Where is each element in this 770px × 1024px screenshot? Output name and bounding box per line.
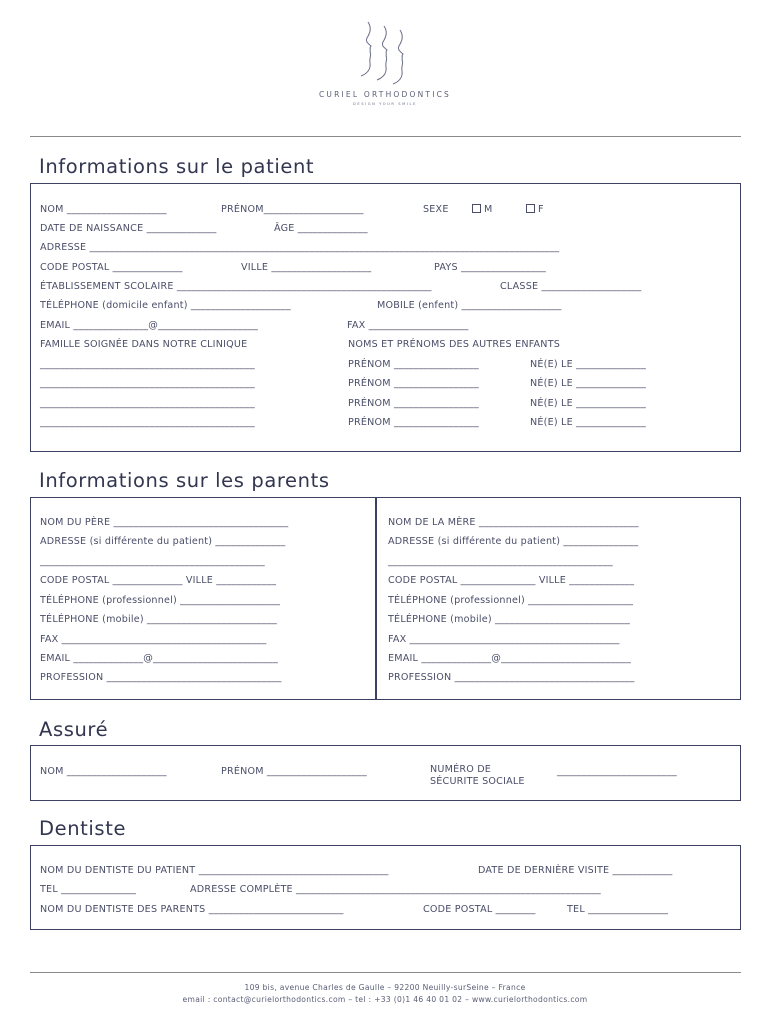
assure-nom-field[interactable]: NOM ____________________ [40,766,167,777]
child-prenom-4[interactable]: PRÉNOM _________________ [348,417,479,428]
mother-address-line2[interactable]: _____________________________________________ [388,556,613,567]
father-address-field[interactable]: ADRESSE (si différente du patient) ______________ [40,536,286,547]
mother-work-phone-field[interactable]: TÉLÉPHONE (professionnel) _____________________ [388,595,634,606]
patient-school-field[interactable]: ÉTABLISSEMENT SCOLAIRE ___________________________________________________ [40,281,432,292]
patient-country-field[interactable]: PAYS _________________ [434,262,546,273]
father-postcode-city-field[interactable]: CODE POSTAL ______________ VILLE ____________ [40,575,277,586]
father-profession-field[interactable]: PROFESSION ___________________________________ [40,672,282,683]
sexe-m-label: M [484,204,493,215]
patient-mobile-field[interactable]: MOBILE (enfent) ____________________ [377,300,562,311]
patient-birthdate-field[interactable]: DATE DE NAISSANCE ______________ [40,223,217,234]
patient-postcode-field[interactable]: CODE POSTAL ______________ [40,262,183,273]
footer-contact: email : contact@curielorthodontics.com – tel : +33 (0)1 46 40 01 02 – www.curielorthodontics.com [182,995,588,1004]
father-address-line2[interactable]: _____________________________________________ [40,556,265,567]
child-prenom-1[interactable]: PRÉNOM _________________ [348,359,479,370]
mother-mobile-field[interactable]: TÉLÉPHONE (mobile) ___________________________ [388,614,630,625]
footer-rule [30,972,741,973]
sexe-m-checkbox[interactable] [472,204,481,213]
brand-name: CURIEL ORTHODONTICS [318,90,452,99]
patient-fax-field[interactable]: FAX ____________________ [347,320,469,331]
family-line-3[interactable]: ___________________________________________ [40,398,255,409]
father-work-phone-field[interactable]: TÉLÉPHONE (professionnel) ____________________ [40,595,281,606]
sexe-f-label: F [538,204,544,215]
sexe-f-checkbox[interactable] [526,204,535,213]
parents-divider [375,498,377,699]
dentist-address-field[interactable]: ADRESSE COMPLÈTE _____________________________________________________________ [190,884,601,895]
parents-dentist-tel-field[interactable]: TEL ________________ [567,904,669,915]
securite-sociale-label-1: NUMÉRO DE [430,764,492,775]
patient-nom-field[interactable]: NOM ____________________ [40,204,167,215]
child-prenom-3[interactable]: PRÉNOM _________________ [348,398,479,409]
mother-profession-field[interactable]: PROFESSION ____________________________________ [388,672,635,683]
father-mobile-field[interactable]: TÉLÉPHONE (mobile) __________________________ [40,614,277,625]
mother-fax-field[interactable]: FAX __________________________________________ [388,634,620,645]
family-line-4[interactable]: ___________________________________________ [40,417,255,428]
patient-phone-field[interactable]: TÉLÉPHONE (domicile enfant) ____________________ [40,300,291,311]
brand-tagline: DESIGN YOUR SMILE [352,102,417,106]
child-birth-3[interactable]: NÉ(E) LE ______________ [530,398,647,409]
patient-age-field[interactable]: ÂGE ______________ [274,223,368,234]
assure-prenom-field[interactable]: PRÉNOM ____________________ [221,766,367,777]
family-line-2[interactable]: ___________________________________________ [40,378,255,389]
other-children-label: NOMS ET PRÉNOMS DES AUTRES ENFANTS [348,339,561,350]
father-name-field[interactable]: NOM DU PÈRE ___________________________________ [40,517,289,528]
parents-dentist-postcode-field[interactable]: CODE POSTAL ________ [423,904,536,915]
footer-address: 109 bis, avenue Charles de Gaulle – 92200 Neuilly-surSeine – France [244,983,526,992]
mother-name-field[interactable]: NOM DE LA MÈRE ________________________________ [388,517,639,528]
patient-dentist-field[interactable]: NOM DU DENTISTE DU PATIENT ______________________________________ [40,865,389,876]
family-line-1[interactable]: ___________________________________________ [40,359,255,370]
dentist-tel-field[interactable]: TEL _______________ [40,884,137,895]
logo-block [0,18,770,106]
patient-email-field[interactable]: EMAIL _______________@____________________ [40,320,259,331]
patient-section-title: Informations sur le patient [39,155,315,178]
assure-section-title: Assuré [39,718,109,741]
sexe-m-option[interactable] [472,204,492,216]
father-email-field[interactable]: EMAIL ______________@_________________________ [40,653,278,664]
patient-prenom-field[interactable]: PRÉNOM____________________ [221,204,364,215]
child-birth-4[interactable]: NÉ(E) LE ______________ [530,417,647,428]
securite-sociale-field[interactable]: ________________________ [557,766,677,777]
dentiste-section-title: Dentiste [39,817,127,840]
sexe-label: SEXE [423,204,449,215]
faces-logo-icon [350,18,420,88]
child-birth-2[interactable]: NÉ(E) LE ______________ [530,378,647,389]
father-fax-field[interactable]: FAX _________________________________________ [40,634,267,645]
family-clinic-label: FAMILLE SOIGNÉE DANS NOTRE CLINIQUE [40,339,248,350]
header-rule [30,136,741,137]
parents-section-title: Informations sur les parents [39,469,330,492]
mother-email-field[interactable]: EMAIL ______________@__________________________ [388,653,631,664]
patient-class-field[interactable]: CLASSE ____________________ [500,281,642,292]
mother-address-field[interactable]: ADRESSE (si différente du patient) _______________ [388,536,639,547]
child-prenom-2[interactable]: PRÉNOM _________________ [348,378,479,389]
securite-sociale-label-2: SÉCURITE SOCIALE [430,776,525,787]
patient-city-field[interactable]: VILLE ____________________ [241,262,372,273]
mother-postcode-city-field[interactable]: CODE POSTAL _______________ VILLE _____________ [388,575,635,586]
last-visit-field[interactable]: DATE DE DERNIÈRE VISITE ____________ [478,865,673,876]
sexe-f-option[interactable] [526,204,544,216]
patient-address-field[interactable]: ADRESSE ______________________________________________________________________________________________ [40,242,560,253]
parents-dentist-field[interactable]: NOM DU DENTISTE DES PARENTS ___________________________ [40,904,344,915]
child-birth-1[interactable]: NÉ(E) LE ______________ [530,359,647,370]
